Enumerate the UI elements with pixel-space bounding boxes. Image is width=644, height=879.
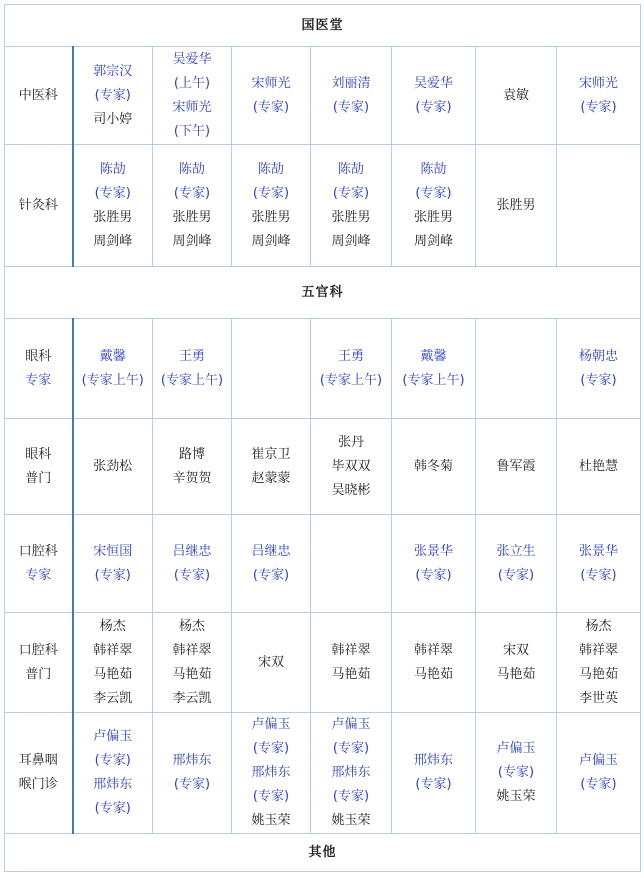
doctor-note: (专家) [580,567,617,583]
doctor-name: 卢偏玉 [496,741,536,756]
doctor-name: 陈劼 [257,161,284,177]
schedule-cell [153,515,232,613]
doctor-name: 邢炜东 [413,753,453,768]
doctor-note: (专家) [94,87,131,103]
doctor-name: 韩祥翠 [93,642,133,658]
department-label-line: 口腔科 [18,642,58,658]
doctor-name: 吴爱华 [172,51,212,67]
schedule-cell [153,613,232,713]
schedule-cell [153,145,232,267]
doctor-note: (专家) [332,741,370,756]
schedule-cell [392,145,476,267]
doctor-name: 周剑峰 [413,233,453,249]
doctor-name: 马艳茹 [172,666,212,682]
doctor-name: 宋恒国 [93,543,133,559]
schedule-cell [232,47,311,145]
doctor-name: 张景华 [579,543,619,559]
doctor-name: 崔京卫 [251,446,291,462]
doctor-note: (专家上午) [402,372,465,388]
doctor-name: 毕双双 [331,458,371,474]
doctor-name: 陈劼 [178,161,205,177]
section-header-wuguanke [5,267,641,319]
schedule-cell [476,613,557,713]
schedule-cell [153,47,232,145]
schedule-cell [476,145,557,267]
schedule-cell [476,515,557,613]
doctor-note: (专家) [94,801,131,816]
doctor-note: (专家) [94,567,131,583]
doctor-name: 宋双 [257,654,284,670]
schedule-cell [73,319,153,419]
schedule-cell [232,319,311,419]
doctor-note: (专家) [252,567,290,583]
section-title: 五官科 [5,267,641,319]
doctor-name: 王勇 [178,348,205,364]
doctor-note: (专家) [580,372,617,388]
department-label-line: 口腔科 [18,543,58,559]
doctor-note: (专家) [415,567,452,583]
doctor-note: (专家) [252,185,290,201]
department-label-line: 普门 [25,666,52,682]
doctor-name: 陈劼 [99,161,126,177]
schedule-cell [73,145,153,267]
doctor-name: 张胜男 [413,209,453,225]
schedule-cell [73,613,153,713]
doctor-note: (下午) [173,123,211,139]
doctor-note: (专家) [173,777,211,792]
schedule-cell [557,713,641,834]
doctor-name: 杜艳慧 [579,458,619,474]
doctor-name: 周剑峰 [172,233,212,249]
schedule-cell [232,515,311,613]
schedule-cell [392,613,476,713]
doctor-note: (专家上午) [81,372,144,388]
department-label-line: 专家 [25,567,52,583]
schedule-cell [392,713,476,834]
doctor-name: 杨杰 [99,618,126,634]
doctor-name: 杨杰 [585,618,612,634]
schedule-cell [557,515,641,613]
schedule-cell [153,419,232,515]
department-label [5,319,73,419]
doctor-name: 吴晓彬 [331,482,371,498]
doctor-name: 卢偏玉 [579,753,619,768]
schedule-cell [557,47,641,145]
schedule-cell [73,515,153,613]
doctor-note: (专家) [580,777,617,792]
section-header-qita [5,834,641,872]
doctor-name: 卢偏玉 [93,729,133,744]
schedule-cell [311,419,392,515]
table-row [5,319,641,419]
doctor-name: 李云凯 [172,690,212,706]
schedule-cell [557,613,641,713]
department-label-line: 耳鼻咽 [18,753,58,768]
doctor-name: 鲁军霞 [496,458,536,474]
doctor-name: 袁敏 [502,87,529,103]
doctor-name: 宋双 [502,642,529,658]
doctor-name: 邢炜东 [172,753,212,768]
schedule-cell [392,515,476,613]
doctor-name: 张胜男 [331,209,371,225]
doctor-name: 卢偏玉 [251,717,291,732]
schedule-cell [232,713,311,834]
doctor-name: 姚玉荣 [496,789,536,804]
doctor-name: 马艳茹 [496,666,536,682]
section-header-guoyitang [5,5,641,47]
schedule-cell [73,47,153,145]
doctor-name: 戴馨 [420,348,447,364]
doctor-name: 邢炜东 [93,777,133,792]
doctor-name: 张劲松 [93,458,133,474]
doctor-note: (专家) [497,765,535,780]
doctor-name: 吕继忠 [172,543,212,559]
department-label [5,713,73,834]
doctor-name: 宋师光 [172,99,212,115]
doctor-note: (专家) [580,99,617,115]
doctor-name: 张胜男 [93,209,133,225]
doctor-name: 吕继忠 [251,543,291,559]
doctor-name: 辛贺贺 [172,470,212,486]
schedule-cell [311,713,392,834]
table-row [5,515,641,613]
schedule-cell [476,47,557,145]
doctor-name: 路博 [178,446,205,462]
doctor-note: (专家) [252,741,290,756]
table-row [5,145,641,267]
department-label-line: 喉门诊 [18,777,58,792]
department-label-line: 眼科 [25,348,52,364]
schedule-cell [311,319,392,419]
doctor-name: 宋师光 [579,75,619,91]
department-label [5,613,73,713]
doctor-name: 邢炜东 [251,765,291,780]
schedule-cell [311,47,392,145]
doctor-name: 韩冬菊 [413,458,453,474]
schedule-cell [232,145,311,267]
doctor-name: 陈劼 [337,161,364,177]
schedule-cell [557,319,641,419]
schedule-cell [73,713,153,834]
doctor-name: 王勇 [337,348,364,364]
schedule-cell [557,419,641,515]
doctor-name: 张丹 [337,434,364,450]
doctor-name: 杨杰 [178,618,205,634]
doctor-name: 周剑峰 [331,233,371,249]
schedule-cell [311,613,392,713]
schedule-cell [557,145,641,267]
doctor-name: 马艳茹 [413,666,453,682]
doctor-name: 张立生 [496,543,536,559]
schedule-cell [476,419,557,515]
schedule-table [4,4,641,872]
doctor-name: 卢偏玉 [331,717,371,732]
schedule-cell [392,319,476,419]
schedule-cell [476,713,557,834]
doctor-name: 韩祥翠 [579,642,619,658]
department-label [5,419,73,515]
schedule-cell [232,419,311,515]
doctor-note: (专家) [94,753,131,768]
table-row [5,613,641,713]
doctor-note: (专家) [332,185,370,201]
schedule-cell [476,319,557,419]
doctor-name: 张胜男 [496,197,536,213]
doctor-name: 张景华 [413,543,453,559]
doctor-note: (专家上午) [319,372,383,388]
doctor-note: (上午) [173,75,211,91]
table-row [5,419,641,515]
department-label [5,47,73,145]
doctor-name: 张胜男 [172,209,212,225]
doctor-name: 韩祥翠 [172,642,212,658]
doctor-name: 杨朝忠 [579,348,619,364]
doctor-name: 周剑峰 [251,233,291,249]
department-label-line: 针灸科 [18,197,58,213]
department-label-line: 中医科 [18,87,58,103]
doctor-note: (专家) [415,185,452,201]
schedule-cell [392,419,476,515]
doctor-name: 马艳茹 [331,666,371,682]
doctor-note: (专家) [94,185,131,201]
doctor-name: 姚玉荣 [251,813,291,828]
doctor-note: (专家) [252,789,290,804]
doctor-name: 吴爱华 [413,75,453,91]
doctor-note: (专家上午) [160,372,224,388]
doctor-name: 韩祥翠 [413,642,453,658]
schedule-cell [153,713,232,834]
doctor-name: 韩祥翠 [331,642,371,658]
doctor-note: (专家) [332,99,370,115]
doctor-note: (专家) [173,185,211,201]
schedule-cell [392,47,476,145]
department-label-line: 眼科 [25,446,52,462]
doctor-note: (专家) [173,567,211,583]
department-label [5,145,73,267]
doctor-name: 戴馨 [99,348,126,364]
doctor-note: (专家) [415,777,452,792]
schedule-cell [311,145,392,267]
department-label [5,515,73,613]
doctor-name: 李云凯 [93,690,133,706]
department-label-line: 普门 [25,470,52,486]
department-label-line: 专家 [25,372,52,388]
doctor-name: 宋师光 [251,75,291,91]
doctor-name: 陈劼 [420,161,447,177]
doctor-name: 刘丽清 [331,75,371,91]
doctor-name: 李世英 [579,690,619,706]
doctor-note: (专家) [332,789,370,804]
doctor-name: 赵蒙蒙 [251,470,291,486]
doctor-name: 邢炜东 [331,765,371,780]
doctor-name: 马艳茹 [579,666,619,682]
doctor-name: 张胜男 [251,209,291,225]
section-title: 国医堂 [5,5,641,47]
schedule-cell [153,319,232,419]
doctor-name: 姚玉荣 [331,813,371,828]
schedule-cell [73,419,153,515]
doctor-name: 周剑峰 [93,233,133,249]
table-row [5,713,641,834]
section-title: 其他 [5,834,641,872]
doctor-name: 司小婷 [93,111,133,127]
doctor-name: 马艳茹 [93,666,133,682]
doctor-name: 郭宗汉 [93,63,133,79]
doctor-note: (专家) [497,567,535,583]
schedule-cell [311,515,392,613]
doctor-note: (专家) [415,99,452,115]
table-row [5,47,641,145]
doctor-note: (专家) [252,99,290,115]
schedule-cell [232,613,311,713]
